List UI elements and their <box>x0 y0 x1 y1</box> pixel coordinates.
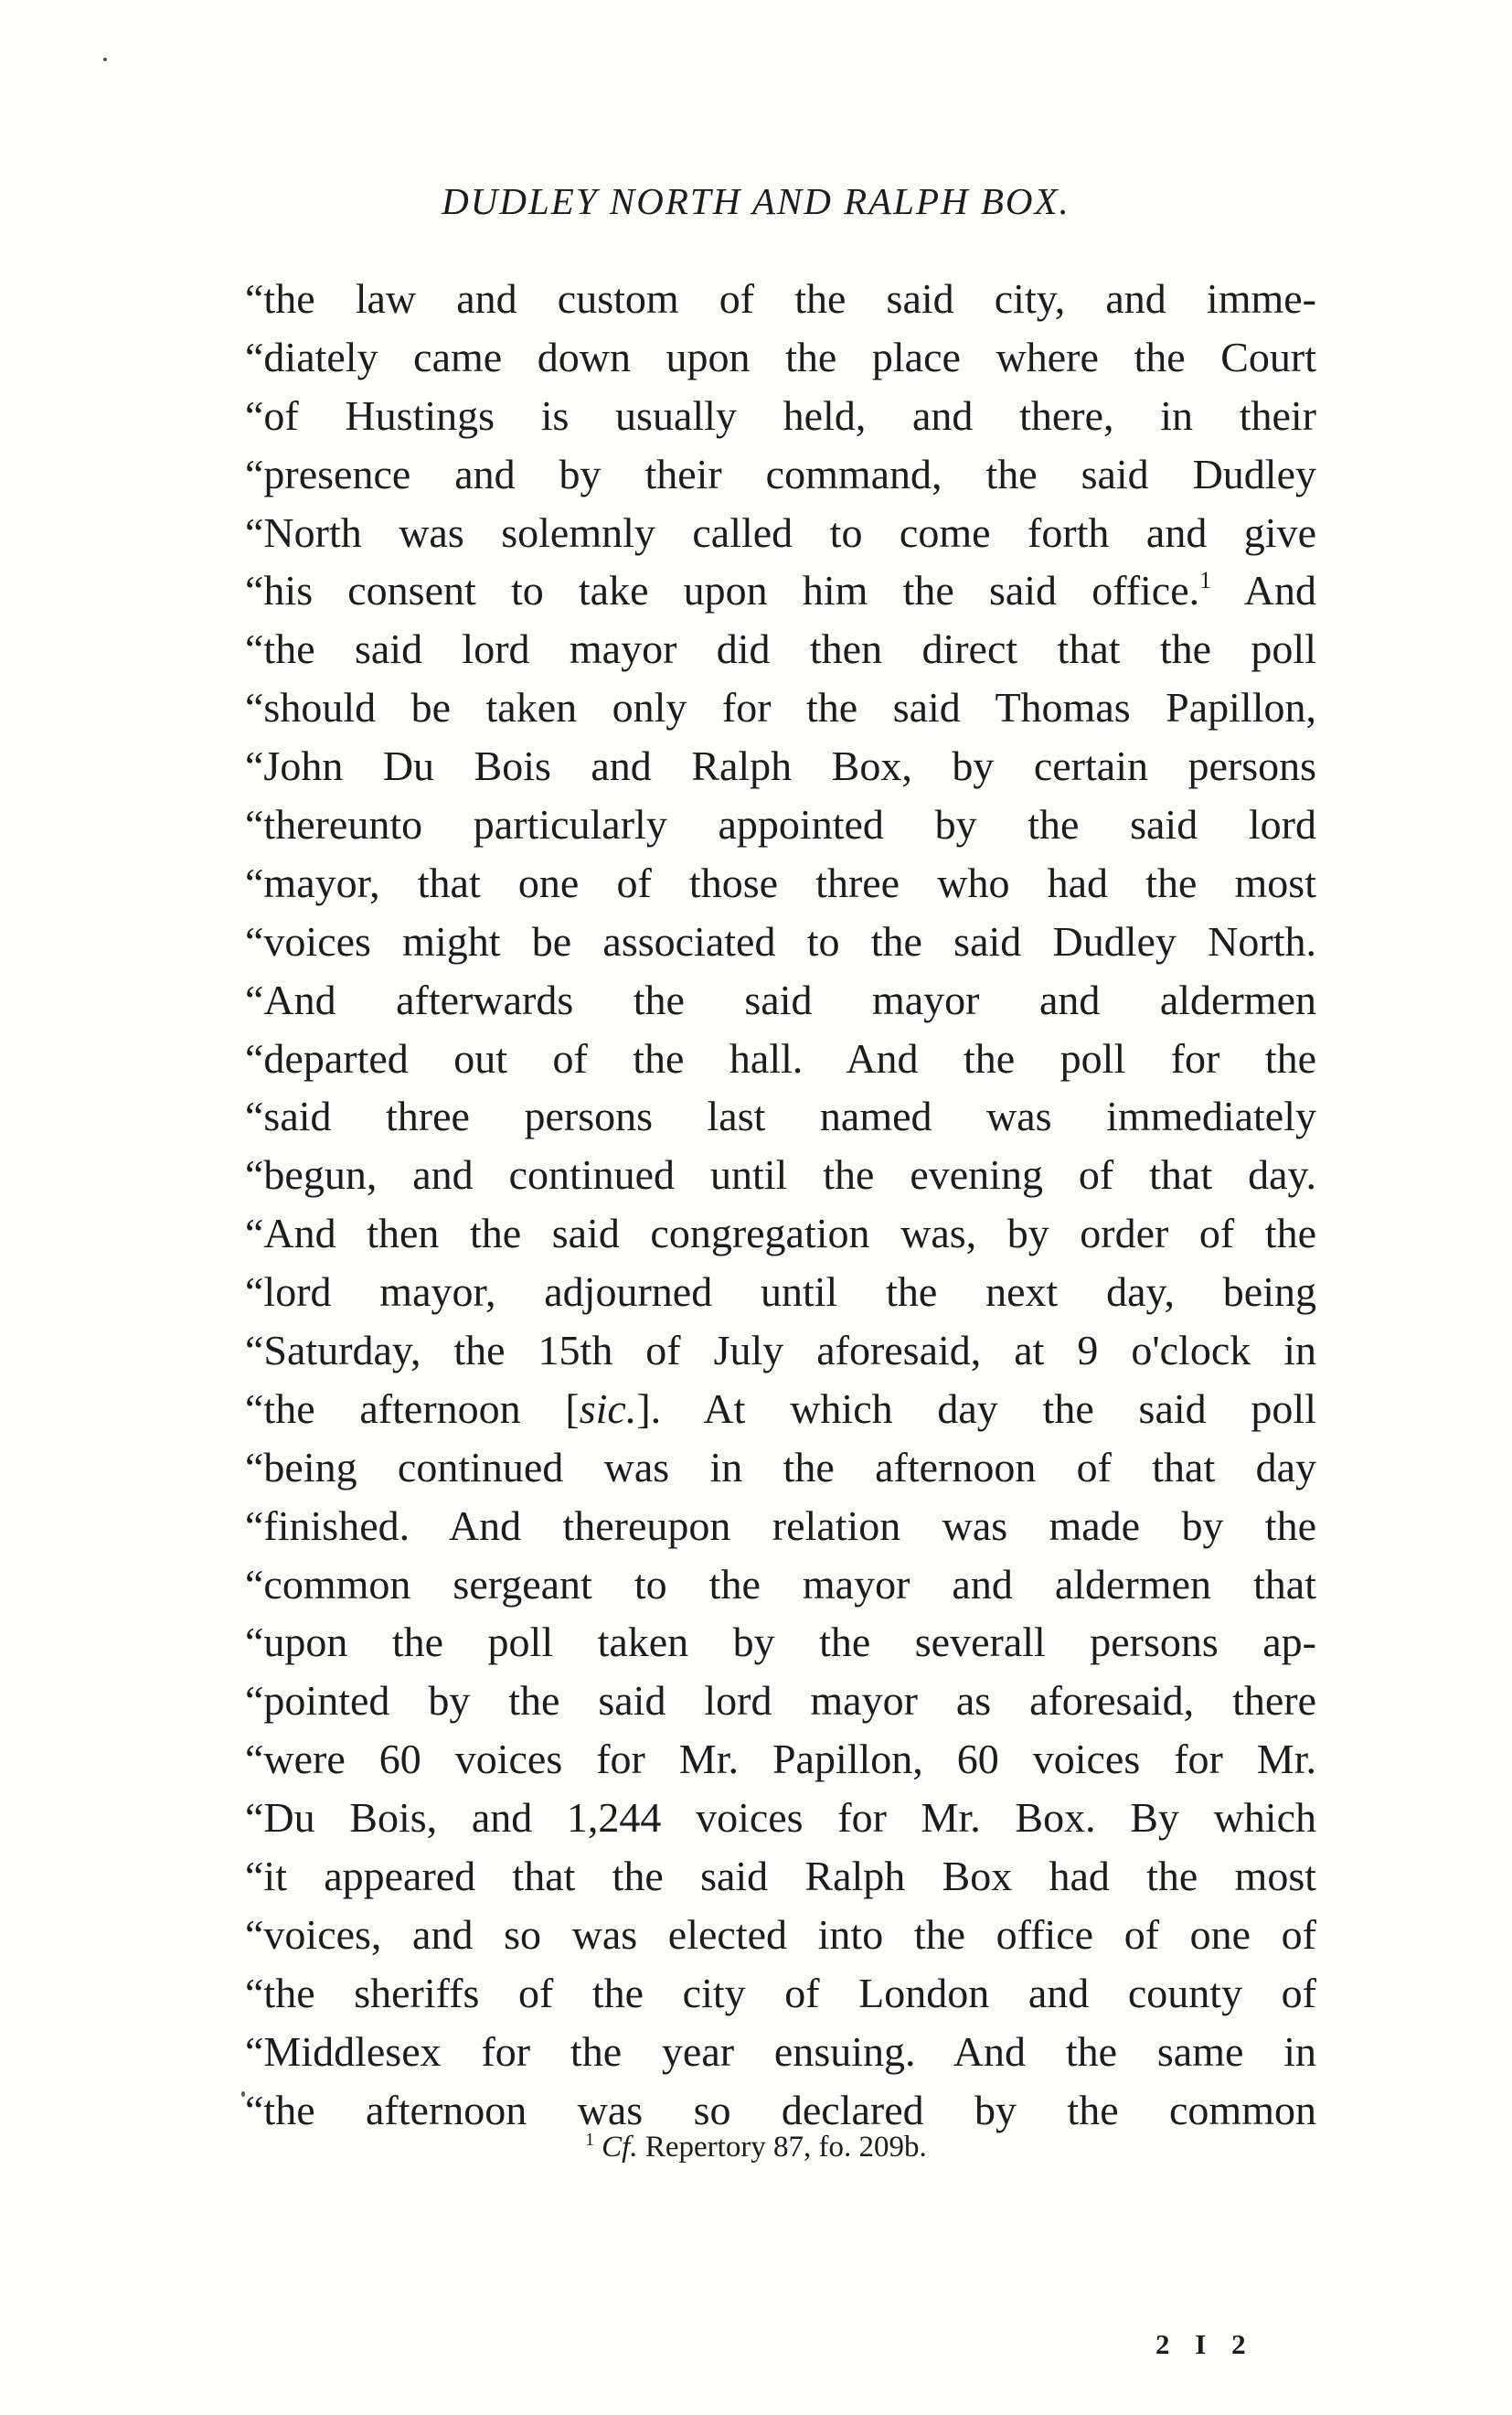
text-line: “were 60 voices for Mr. Papillon, 60 voices for Mr. <box>245 1736 1316 1783</box>
text-line-content: “the afternoon [ <box>245 1384 580 1432</box>
sic-annotation: sic. <box>579 1384 637 1432</box>
text-line: “And then the said congregation was, by order of the <box>245 1210 1316 1257</box>
ink-speck <box>241 2091 245 2097</box>
text-line: “the law and custom of the said city, and imme- <box>245 275 1316 322</box>
text-line: “presence and by their command, the said Dudley <box>245 450 1316 497</box>
text-line: “the afternoon was so declared by the common <box>245 2086 1316 2133</box>
text-line: “North was solemnly called to come forth and give <box>245 508 1316 556</box>
text-line: “Du Bois, and 1,244 voices for Mr. Box. By which <box>245 1794 1316 1842</box>
text-line: “finished. And thereupon relation was made by the <box>245 1501 1316 1549</box>
text-line: “diately came down upon the place where the Court <box>245 333 1316 380</box>
text-line: “common sergeant to the mayor and aldermen that <box>245 1560 1316 1608</box>
text-line: “thereunto particularly appointed by the said lord <box>245 801 1316 849</box>
text-line: “voices, and so was elected into the office of one of <box>245 1910 1316 1958</box>
text-line <box>245 1380 1316 1438</box>
text-line <box>245 561 1316 620</box>
text-line: “being continued was in the afternoon of that day <box>245 1443 1316 1491</box>
text-line: “the sheriffs of the city of London and county of <box>245 1969 1316 2016</box>
text-line: “pointed by the said lord mayor as aforesaid, there <box>245 1677 1316 1725</box>
text-line: “Saturday, the 15th of July aforesaid, at 9 o'clock in <box>245 1327 1316 1374</box>
footnote <box>0 2131 1512 2163</box>
footnote-cf: Cf. <box>602 2131 638 2164</box>
text-line: “voices might be associated to the said Dudley North. <box>245 917 1316 965</box>
text-line: “John Du Bois and Ralph Box, by certain persons <box>245 743 1316 790</box>
signature-mark: 2 I 2 <box>1155 2328 1255 2360</box>
text-line: “begun, and continued until the evening of that day. <box>245 1151 1316 1199</box>
text-line: “Middlesex for the year ensuing. And the same in <box>245 2027 1316 2075</box>
text-line: “departed out of the hall. And the poll for the <box>245 1034 1316 1082</box>
body-text <box>245 270 1316 2140</box>
text-line: “lord mayor, adjourned until the next day, being <box>245 1268 1316 1316</box>
footnote-text: Repertory 87, fo. 209b. <box>637 2131 927 2164</box>
text-line: “said three persons last named was immediately <box>245 1093 1316 1140</box>
text-line: “mayor, that one of those three who had the most <box>245 859 1316 906</box>
text-line: “the said lord mayor did then direct that the poll <box>245 625 1316 673</box>
text-line-content: “his consent to take upon him the said office. <box>245 567 1200 614</box>
text-line: “And afterwards the said mayor and aldermen <box>245 976 1316 1023</box>
text-line-tail: ]. At which day the said poll <box>636 1384 1316 1432</box>
text-line: “it appeared that the said Ralph Box had the most <box>245 1853 1316 1900</box>
footnote-reference: 1 <box>1199 567 1212 594</box>
ink-speck <box>103 58 107 61</box>
text-line-tail: And <box>1211 567 1316 614</box>
running-head: DUDLEY NORTH AND RALPH BOX. <box>442 180 1070 222</box>
text-line: “upon the poll taken by the severall persons ap- <box>245 1619 1316 1666</box>
footnote-marker: 1 <box>585 2130 595 2150</box>
text-line: “of Hustings is usually held, and there, in their <box>245 391 1316 439</box>
text-line: “should be taken only for the said Thomas Papillon, <box>245 684 1316 732</box>
